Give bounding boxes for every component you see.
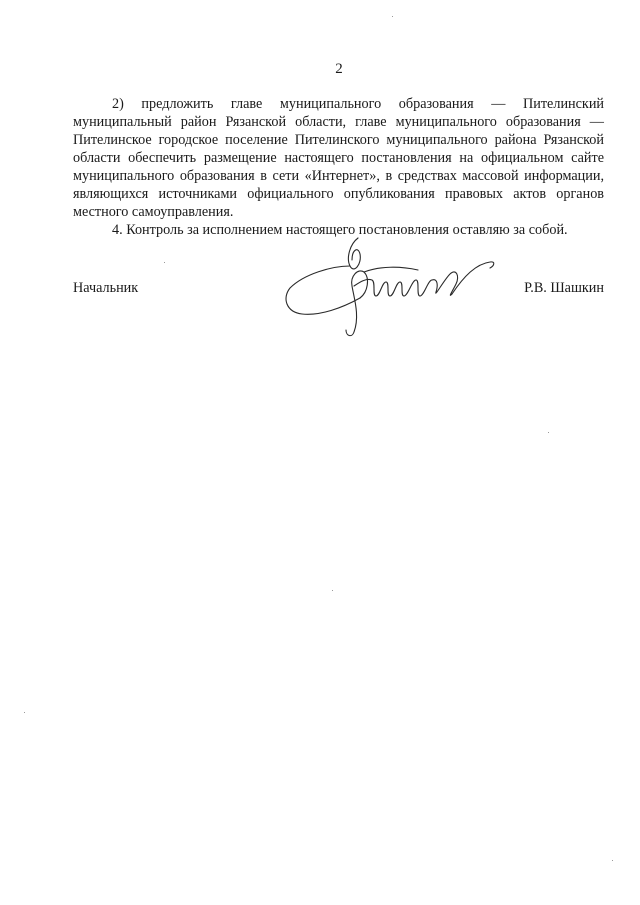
paragraph-item-2: 2) предложить главе муниципального образования — Пителинский муниципальный район Рязанской области, главе муниципального образования — Пителинское городское поселение Пителинского муниципального района Рязанской области обеспечить размещение настоящего постановления на официальном сайте муниципального образования в сети «Интернет», в средствах массовой информации, являющихся источниками официального опубликования правовых актов органов местного самоуправления. xyxy=(73,96,604,220)
signatory-name: Р.В. Шашкин xyxy=(524,280,604,296)
handwritten-signature xyxy=(280,236,505,341)
paragraph-item-4: 4. Контроль за исполнением настоящего постановления оставляю за собой. xyxy=(112,222,568,238)
document-body xyxy=(73,95,604,239)
page-number: 2 xyxy=(335,61,343,77)
signatory-position: Начальник xyxy=(73,280,139,296)
